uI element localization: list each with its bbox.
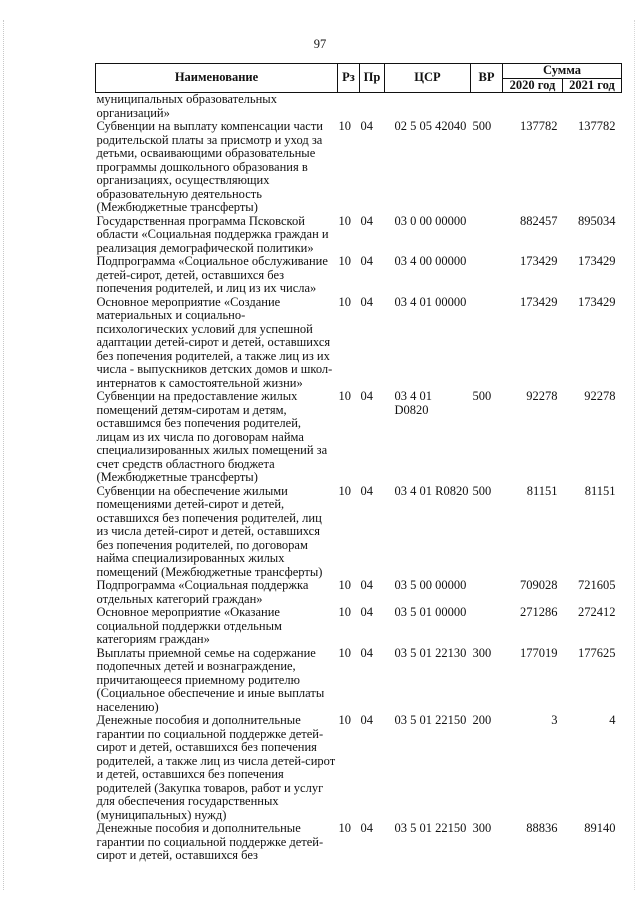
cell-vr xyxy=(471,606,503,647)
cell-pr: 04 xyxy=(360,578,373,592)
cell-vr xyxy=(471,579,503,606)
cell-rz: 10 xyxy=(338,389,351,403)
cell-vr: 200 xyxy=(472,713,492,727)
table-row xyxy=(96,485,622,580)
cell-s2020: 882457 xyxy=(520,213,558,228)
cell-s2020: 173429 xyxy=(520,254,558,268)
cell-s2021: 89140 xyxy=(584,821,616,835)
cell-s2020: 88836 xyxy=(526,821,558,835)
cell-s2020: 173429 xyxy=(520,294,558,309)
header-name: Наименование xyxy=(96,64,338,93)
header-sum: Сумма xyxy=(503,64,622,79)
cell-name: Субвенции на предоставление жилых помещений детям-сиротам и детям, оставшимся без попечения родителей, лицам из их числа по договорам найма специализированных жилых помещений за счет средств областного бюджета (Межбюджетные трансферты) xyxy=(96,389,328,484)
cell-csr: 03 5 01 22150 xyxy=(394,713,467,727)
cell-csr: 03 5 01 00000 xyxy=(394,605,467,619)
cell-s2020: 271286 xyxy=(520,605,558,619)
cell-vr: 500 xyxy=(472,483,492,498)
cell-name: Субвенции на обеспечение жилыми помещениями детей-сирот и детей, оставшихся без попечения родителей, лиц из числа детей-сирот и детей, оставшихся без попечения родителей, по договорам найма специализированных жилых помещений (Межбюджетные трансферты) xyxy=(96,483,323,579)
cell-rz: 10 xyxy=(338,483,351,498)
cell-csr: 03 4 01 D0820 xyxy=(394,389,432,417)
cell-name: муниципальных образовательных организаций» xyxy=(96,92,277,120)
cell-pr: 04 xyxy=(360,713,373,727)
cell-pr: 04 xyxy=(360,483,373,498)
cell-rz xyxy=(338,93,360,121)
cell-pr: 04 xyxy=(360,645,373,660)
cell-name: Государственная программа Псковской области «Социальная поддержка граждан и реализация демографической политики» xyxy=(96,213,329,255)
right-margin-dots xyxy=(634,20,636,890)
table-row xyxy=(96,93,622,121)
cell-s2021: 895034 xyxy=(578,213,616,228)
cell-name: Основное мероприятие «Создание материальных и социально-психологических условий для успешной адаптации детей-сирот и детей, оставшихся без попечения родителей, а также лиц из их числа - выпускников детских домов и школ-интернатов к самостоятельной жизни» xyxy=(96,294,333,390)
cell-s2021: 4 xyxy=(609,713,616,727)
header-pr: Пр xyxy=(360,64,385,93)
cell-rz: 10 xyxy=(338,713,351,727)
cell-name: Денежные пособия и дополнительные гарантии по социальной поддержке детей-сирот и детей, оставшихся без xyxy=(96,821,324,862)
cell-s2020: 177019 xyxy=(520,645,558,660)
cell-name: Основное мероприятие «Оказание социальной поддержки отдельным категориям граждан» xyxy=(96,605,282,646)
cell-s2020: 137782 xyxy=(520,119,558,133)
cell-rz: 10 xyxy=(338,254,351,268)
table-row xyxy=(96,255,622,296)
cell-vr: 300 xyxy=(472,645,492,660)
cell-rz: 10 xyxy=(338,645,351,660)
cell-vr: 500 xyxy=(472,119,492,133)
header-csr: ЦСР xyxy=(385,64,471,93)
cell-name: Подпрограмма «Социальная поддержка отдельных категорий граждан» xyxy=(96,578,309,606)
cell-csr: 02 5 05 42040 xyxy=(394,119,467,133)
budget-table-wrapper xyxy=(95,63,621,863)
cell-csr: 03 5 00 00000 xyxy=(394,578,467,592)
cell-s2021: 721605 xyxy=(578,578,616,592)
cell-pr xyxy=(360,93,385,121)
table-row xyxy=(96,606,622,647)
cell-s2021 xyxy=(563,93,622,121)
table-body xyxy=(96,93,622,863)
cell-pr: 04 xyxy=(360,605,373,619)
cell-s2021: 173429 xyxy=(578,294,616,309)
table-header xyxy=(96,64,622,93)
cell-rz: 10 xyxy=(338,605,351,619)
cell-pr: 04 xyxy=(360,821,373,835)
cell-s2021: 177625 xyxy=(578,645,616,660)
cell-vr xyxy=(471,215,503,256)
cell-pr: 04 xyxy=(360,389,373,403)
table-row xyxy=(96,215,622,256)
cell-vr xyxy=(471,93,503,121)
header-year-2020: 2020 год xyxy=(503,78,563,93)
table-row xyxy=(96,714,622,822)
table-row xyxy=(96,120,622,215)
cell-vr xyxy=(471,255,503,296)
cell-s2020: 92278 xyxy=(526,389,558,403)
cell-rz: 10 xyxy=(338,119,351,133)
cell-vr: 500 xyxy=(472,389,492,403)
cell-s2020 xyxy=(503,93,563,121)
cell-csr: 03 4 00 00000 xyxy=(394,254,467,268)
header-rz: Рз xyxy=(338,64,360,93)
cell-rz: 10 xyxy=(338,294,351,309)
page-number: 97 xyxy=(313,37,327,51)
cell-rz: 10 xyxy=(338,213,351,228)
cell-s2020: 81151 xyxy=(526,483,558,498)
cell-csr: 03 5 01 22150 xyxy=(394,821,467,835)
cell-s2021: 173429 xyxy=(578,254,616,268)
cell-s2020: 709028 xyxy=(520,578,558,592)
cell-rz: 10 xyxy=(338,821,351,835)
table-row xyxy=(96,296,622,391)
left-margin-dots xyxy=(3,20,5,890)
cell-s2021: 81151 xyxy=(584,483,616,498)
table-row xyxy=(96,390,622,485)
cell-name: Субвенции на выплату компенсации части родительской платы за присмотр и уход за детьми, осваивающими образовательные программы дошкольного образования в организациях, осуществляющих образовательную деятельность (Межбюджетные трансферты) xyxy=(96,119,323,214)
cell-vr xyxy=(471,296,503,391)
cell-s2021: 92278 xyxy=(584,389,616,403)
cell-csr: 03 0 00 00000 xyxy=(394,213,467,228)
cell-s2021: 272412 xyxy=(578,605,616,619)
cell-csr: 03 4 01 00000 xyxy=(394,294,467,309)
cell-pr: 04 xyxy=(360,119,373,133)
cell-rz: 10 xyxy=(338,578,351,592)
cell-name: Денежные пособия и дополнительные гарантии по социальной поддержке детей-сирот и детей, оставшихся без попечения родителей, а также лиц из числа детей-сирот и детей, оставшихся без попечения родителей (Закупка товаров, работ и услуг для обеспечения государственных (муниципальных) нужд) xyxy=(96,713,336,822)
cell-pr: 04 xyxy=(360,213,373,228)
cell-csr xyxy=(385,93,471,121)
cell-vr: 300 xyxy=(472,821,492,835)
cell-name: Подпрограмма «Социальное обслуживание детей-сирот, детей, оставшихся без попечения родителей, и лиц из их числа» xyxy=(96,254,328,295)
table-row xyxy=(96,647,622,715)
table-row xyxy=(96,822,622,863)
cell-csr: 03 5 01 22130 xyxy=(394,645,467,660)
header-vr: ВР xyxy=(471,64,503,93)
cell-s2021: 137782 xyxy=(578,119,616,133)
cell-pr: 04 xyxy=(360,254,373,268)
table-row xyxy=(96,579,622,606)
cell-name: Выплаты приемной семье на содержание подопечных детей и вознаграждение, причитающееся приемному родителю (Социальное обеспечение и иные выплаты населению) xyxy=(96,645,325,714)
cell-s2020: 3 xyxy=(551,713,558,727)
budget-table xyxy=(95,63,622,863)
cell-csr: 03 4 01 R0820 xyxy=(394,483,469,498)
header-year-2021: 2021 год xyxy=(563,78,622,93)
cell-pr: 04 xyxy=(360,294,373,309)
